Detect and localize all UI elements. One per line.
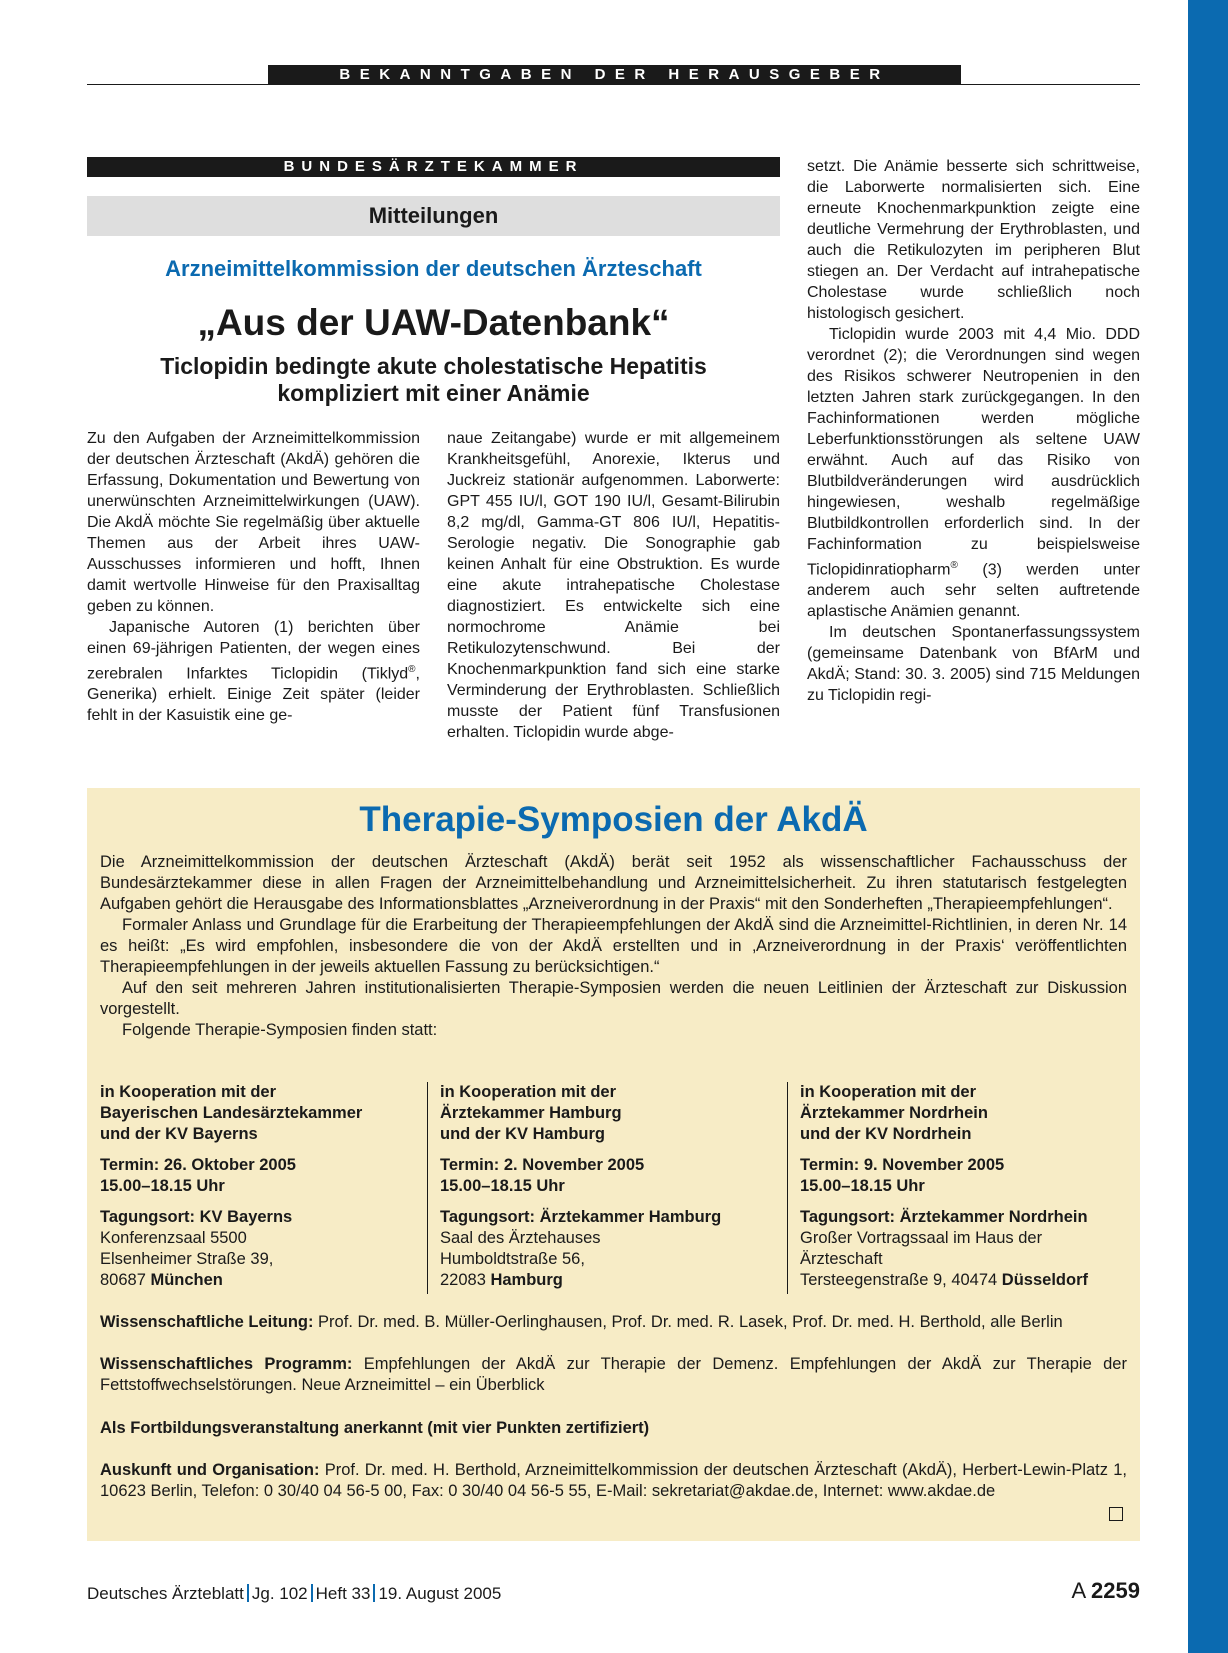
accreditation-text: Als Fortbildungsveranstaltung anerkannt (mit vier Punkten zertifiziert): [100, 1419, 650, 1437]
address-line: Großer Vortragssaal im Haus der: [800, 1229, 1043, 1247]
address-line: Saal des Ärztehauses: [440, 1229, 601, 1247]
address-line: 22083: [440, 1271, 491, 1289]
city-name: Hamburg: [490, 1271, 563, 1289]
paragraph: Im deutschen Spontanerfassungssystem (gemeinsame Datenbank von BfArM und AkdÄ; Stand: 30. 3. 2005) sind 715 Meldungen zu Ticlopidin regi-: [807, 624, 1140, 705]
article-column-2: [447, 428, 780, 743]
issue-date: 19. August 2005: [378, 1584, 502, 1603]
event-date-text: Termin: 9. November 2005: [800, 1156, 1005, 1174]
venue-name: Tagungsort: Ärztekammer Nordrhein: [800, 1208, 1088, 1226]
journal-name: Deutsches Ärzteblatt: [87, 1584, 244, 1603]
paragraph: Die Arzneimittelkommission der deutschen Ärzteschaft (AkdÄ) berät seit 1952 als wissenschaftlicher Fachausschuss der Bundesärztekammer diese in allen Fragen der Arzneimittelbehandlung und Arzneimittelsicherheit. Zu ihren statutarisch festgelegten Aufgaben gehört die Herausgabe des Informationsblattes „Arzneiverordnung in der Praxis“ mit den Sonderheften „Therapieempfehlungen“.: [100, 853, 1127, 913]
address-line: Tersteegenstraße 9, 40474: [800, 1271, 1002, 1289]
paragraph: naue Zeitangabe) wurde er mit allgemeinem Krankheitsgefühl, Anorexie, Ikterus und Juckreiz stationär aufgenommen. Laborwerte: GPT 455 IU/l, GOT 190 IU/l, Gesamt-Bilirubin 8,2 mg/dl, Gamma-GT 806 IU/l, Hepatitis-Serologie negativ. Die Sonographie gab keinen Anhalt für eine Obstruktion. Es wurde eine akute intrahepatische Cholestase diagnostiziert. Es entwickelte sich eine normochrome Anämie bei Retikulozytenschwund. Bei der Knochenmarkpunktion fand sich eine starke Verminderung der Erythroblasten. Schließlich musste der Patient fünf Transfusionen erhalten. Ticlopidin wurde abge-: [447, 430, 780, 741]
contact-info: [100, 1460, 1127, 1502]
paragraph: setzt. Die Anämie besserte sich schrittweise, die Laborwerte normalisierten sich. Eine erneute Knochenmarkpunktion zeigte eine deutliche Vermehrung der Erythroblasten, und auch die Retikulozyten im peripheren Blut stiegen an. Der Verdacht auf intrahepatische Cholestase wurde schließlich noch histologisch gesichert.: [807, 158, 1140, 322]
coop-line: und der KV Bayerns: [100, 1125, 258, 1143]
event-column-hamburg: [427, 1082, 767, 1294]
paragraph: [87, 617, 420, 726]
text-run: Japanische Autoren (1) berichten über einen 69-jährigen Patienten, der wegen eines zerebralen Infarktes Ticlopidin (Tiklyd: [87, 619, 420, 683]
lead-label: Wissenschaftliche Leitung:: [100, 1313, 314, 1331]
text-run: (3) werden unter anderem auch sehr selten auftretende aplastische Anämien genannt.: [807, 561, 1140, 621]
blue-side-bar: [1188, 0, 1228, 1653]
address-line: Humboldtstraße 56,: [440, 1250, 585, 1268]
event-venue: [100, 1207, 420, 1291]
venue-name: Tagungsort: KV Bayerns: [100, 1208, 293, 1226]
organization-bar: BUNDESÄRZTEKAMMER: [87, 157, 780, 177]
paragraph: Zu den Aufgaben der Arzneimittelkommission der deutschen Ärzteschaft (AkdÄ) gehören die Erfassung, Dokumentation und Bewertung von unerwünschten Arzneimittelwirkungen (UAW). Die AkdÄ möchte Sie regelmäßig über aktuelle Themen aus der Arbeit ihres UAW-Ausschusses informieren und hofft, Ihnen damit wertvolle Hinweise für den Praxisalltag geben zu können.: [87, 430, 420, 615]
event-date-text: Termin: 26. Oktober 2005: [100, 1156, 296, 1174]
address-line: Ärzteschaft: [800, 1250, 883, 1268]
event-date: [440, 1155, 767, 1197]
contact-label: Auskunft und Organisation:: [100, 1461, 320, 1479]
coop-line: und der KV Nordrhein: [800, 1125, 972, 1143]
volume: Jg. 102: [251, 1584, 308, 1603]
address-line: Konferenzsaal 5500: [100, 1229, 247, 1247]
symposium-title: Therapie-Symposien der AkdÄ: [359, 800, 868, 839]
page-number: [1000, 1578, 1140, 1604]
accreditation: [100, 1418, 1127, 1439]
event-cooperation: [100, 1082, 420, 1145]
separator: [373, 1584, 375, 1602]
event-date: [100, 1155, 420, 1197]
article-column-1: [87, 428, 420, 726]
city-name: Düsseldorf: [1001, 1271, 1088, 1289]
coop-line: Ärztekammer Nordrhein: [800, 1104, 988, 1122]
issue: Heft 33: [315, 1584, 371, 1603]
coop-line: in Kooperation mit der: [100, 1083, 277, 1101]
category-box: Mitteilungen: [87, 196, 780, 236]
subtitle-line-1: Ticlopidin bedingte akute cholestatische Hepatitis: [160, 353, 707, 379]
scientific-program: [100, 1354, 1127, 1396]
coop-line: Ärztekammer Hamburg: [440, 1104, 622, 1122]
article-title: „Aus der UAW-Datenbank“: [197, 302, 670, 343]
lead-text: Prof. Dr. med. B. Müller-Oerlinghausen, Prof. Dr. med. R. Lasek, Prof. Dr. med. H. Berthold, alle Berlin: [313, 1313, 1063, 1331]
registered-mark: ®: [408, 664, 416, 675]
event-time-text: 15.00–18.15 Uhr: [440, 1177, 565, 1195]
event-time-text: 15.00–18.15 Uhr: [800, 1177, 925, 1195]
event-column-munich: [100, 1082, 420, 1294]
city-name: München: [150, 1271, 223, 1289]
text-run: Ticlopidin wurde 2003 mit 4,4 Mio. DDD verordnet (2); die Verordnungen sind wegen des Risikos schwerer Neutropenien in den letzten Jahren stark zurückgegangen. In den Fachinformationen werden mögliche Leberfunktionsstörungen als seltene UAW erwähnt. Auch auf das Risiko von Blutbildveränderungen wird ausdrücklich hingewiesen, weshalb regelmäßige Blutbildkontrollen erforderlich sind. In der Fachinformation zu beispielsweise Ticlopidinratiopharm: [807, 326, 1140, 579]
symposium-intro: [100, 852, 1127, 1041]
event-cooperation: [440, 1082, 767, 1145]
event-date: [800, 1155, 1127, 1197]
commission-heading: Arzneimittelkommission der deutschen Ärzteschaft: [165, 256, 702, 281]
venue-name: Tagungsort: Ärztekammer Hamburg: [440, 1208, 722, 1226]
event-column-duesseldorf: [787, 1082, 1127, 1294]
page-footer: [87, 1584, 501, 1604]
event-venue: [440, 1207, 767, 1291]
coop-line: in Kooperation mit der: [440, 1083, 617, 1101]
separator: [311, 1584, 313, 1602]
event-date-text: Termin: 2. November 2005: [440, 1156, 645, 1174]
end-square-icon: [1109, 1507, 1123, 1521]
paragraph: [807, 324, 1140, 622]
address-line: Elsenheimer Straße 39,: [100, 1250, 274, 1268]
article-column-3: [807, 156, 1140, 706]
program-text: Empfehlungen der AkdÄ zur Therapie der Demenz. Empfehlungen der AkdÄ zur Therapie der Fettstoffwechselstörungen. Neue Arzneimittel – ein Überblick: [100, 1355, 1127, 1394]
contact-text: Prof. Dr. med. H. Berthold, Arzneimittelkommission der deutschen Ärzteschaft (AkdÄ), Herbert-Lewin-Platz 1, 10623 Berlin, Telefon: 0 30/40 04 56-5 00, Fax: 0 30/40 04 56-5 55, E-Mail: sekretariat@akdae.de, Internet: www.akdae.de: [100, 1461, 1127, 1500]
registered-mark: ®: [950, 560, 958, 571]
header-rule: [87, 84, 1140, 85]
text-run: , Generika) erhielt. Einige Zeit später (leider fehlt in der Kasuistik eine ge-: [87, 665, 420, 725]
section-header: BEKANNTGABEN DER HERAUSGEBER: [268, 65, 961, 85]
paragraph: Auf den seit mehreren Jahren institutionalisierten Therapie-Symposien werden die neuen Leitlinien der Ärzteschaft zur Diskussion vorgestellt.: [100, 979, 1127, 1018]
event-venue: [800, 1207, 1127, 1291]
event-time-text: 15.00–18.15 Uhr: [100, 1177, 225, 1195]
page-prefix: A: [1071, 1578, 1085, 1603]
paragraph: Folgende Therapie-Symposien finden statt:: [122, 1021, 438, 1039]
scientific-lead: [100, 1312, 1127, 1333]
separator: [247, 1584, 249, 1602]
subtitle-line-2: kompliziert mit einer Anämie: [277, 380, 590, 406]
event-cooperation: [800, 1082, 1127, 1145]
coop-line: und der KV Hamburg: [440, 1125, 606, 1143]
paragraph: Formaler Anlass und Grundlage für die Erarbeitung der Therapieempfehlungen der AkdÄ sind die Arzneimittel-Richtlinien, in deren Nr. 14 es heißt: „Es wird empfohlen, insbesondere die von der AkdÄ erstellten und in ‚Arzneiverordnung in der Praxis‘ veröffentlichten Therapieempfehlungen in der jeweils aktuellen Fassung zu berücksichtigen.“: [100, 916, 1127, 976]
article-subtitle: [87, 353, 780, 407]
page-number-value: 2259: [1091, 1578, 1140, 1603]
coop-line: Bayerischen Landesärztekammer: [100, 1104, 363, 1122]
coop-line: in Kooperation mit der: [800, 1083, 977, 1101]
program-label: Wissenschaftliches Programm:: [100, 1355, 353, 1373]
symposium-box: [87, 788, 1140, 1541]
address-line: 80687: [100, 1271, 151, 1289]
